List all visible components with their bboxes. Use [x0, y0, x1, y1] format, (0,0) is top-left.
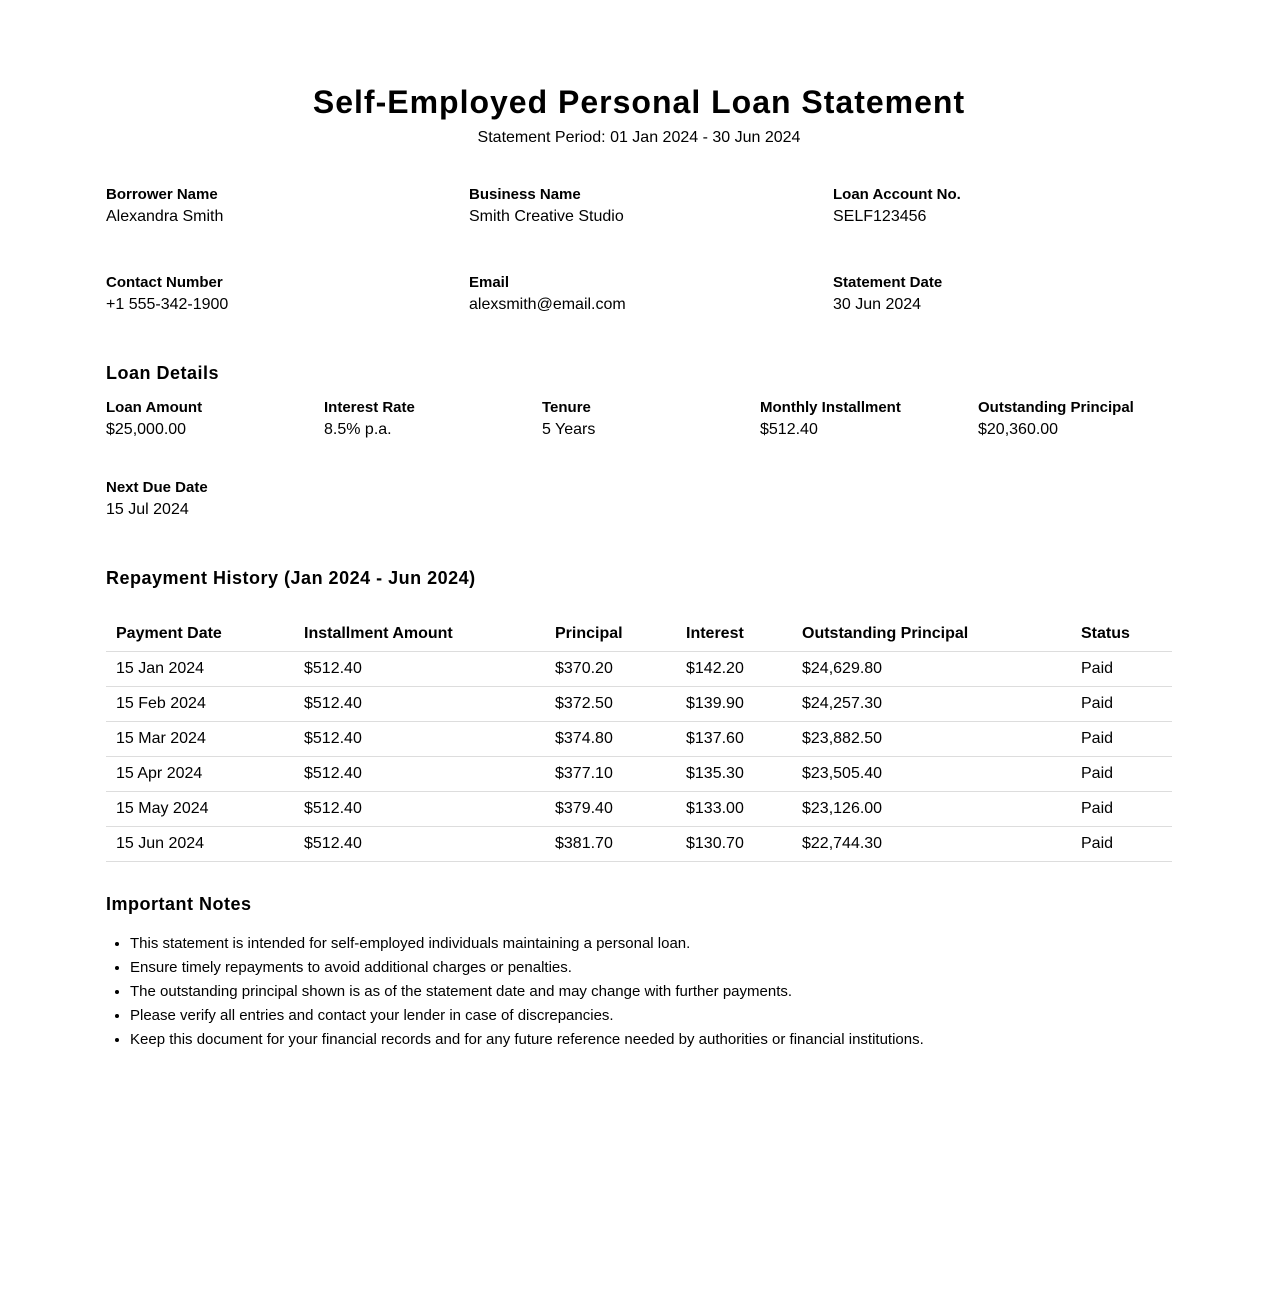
table-row	[106, 827, 1172, 862]
installment-amount-cell: $512.40	[294, 792, 545, 827]
field-label: Email	[469, 274, 510, 291]
outstanding-principal-value: $20,360.00	[978, 421, 1059, 438]
repayment-history-table	[106, 616, 1172, 862]
principal-cell: $377.10	[545, 757, 676, 792]
installment-amount-cell: $512.40	[294, 652, 545, 687]
loan-account-field	[833, 186, 961, 226]
payment-date-cell: 15 Jan 2024	[106, 652, 294, 687]
email-value: alexsmith@email.com	[469, 296, 626, 313]
outstanding-principal-cell: $23,505.40	[792, 757, 1071, 792]
repayment-history-heading: Repayment History (Jan 2024 - Jun 2024)	[106, 568, 476, 588]
outstanding-principal-cell: $23,882.50	[792, 722, 1071, 757]
payment-date-cell: 15 Mar 2024	[106, 722, 294, 757]
page-title: Self-Employed Personal Loan Statement	[312, 84, 966, 120]
payment-date-cell: 15 Feb 2024	[106, 687, 294, 722]
list-item: • This statement is intended for self-employed individuals maintaining a personal loan.	[130, 932, 924, 956]
loan-amount-field	[106, 399, 202, 439]
payment-date-cell: 15 Apr 2024	[106, 757, 294, 792]
next-due-date-value: 15 Jul 2024	[106, 501, 189, 518]
loan-account-value: SELF123456	[833, 208, 927, 225]
interest-cell: $142.20	[676, 652, 792, 687]
statement-date-field	[833, 274, 942, 314]
table-row	[106, 792, 1172, 827]
table-row	[106, 687, 1172, 722]
table-row	[106, 722, 1172, 757]
list-item: • The outstanding principal shown is as of the statement date and may change with further payments.	[130, 980, 924, 1004]
statement-date-value: 30 Jun 2024	[833, 296, 922, 313]
column-header: Principal	[545, 616, 676, 652]
principal-cell: $374.80	[545, 722, 676, 757]
business-name-field	[469, 186, 624, 226]
table-row	[106, 757, 1172, 792]
installment-amount-cell: $512.40	[294, 757, 545, 792]
interest-rate-value: 8.5% p.a.	[324, 421, 392, 438]
column-header: Status	[1071, 616, 1172, 652]
table-row	[106, 652, 1172, 687]
tenure-value: 5 Years	[542, 421, 596, 438]
interest-cell: $133.00	[676, 792, 792, 827]
monthly-installment-field	[760, 399, 901, 439]
interest-cell: $130.70	[676, 827, 792, 862]
list-item: • Ensure timely repayments to avoid additional charges or penalties.	[130, 956, 924, 980]
status-cell: Paid	[1071, 687, 1172, 722]
outstanding-principal-cell: $23,126.00	[792, 792, 1071, 827]
field-label: Loan Amount	[106, 399, 203, 416]
principal-cell: $381.70	[545, 827, 676, 862]
outstanding-principal-cell: $22,744.30	[792, 827, 1071, 862]
field-label: Outstanding Principal	[978, 399, 1134, 416]
principal-cell: $372.50	[545, 687, 676, 722]
installment-amount-cell: $512.40	[294, 687, 545, 722]
interest-cell: $137.60	[676, 722, 792, 757]
list-item: • Please verify all entries and contact your lender in case of discrepancies.	[130, 1004, 924, 1028]
borrower-name-field	[106, 186, 223, 226]
column-header: Interest	[676, 616, 792, 652]
interest-rate-field	[324, 399, 415, 439]
contact-number-field	[106, 274, 228, 314]
monthly-installment-value: $512.40	[760, 421, 818, 438]
column-header: Outstanding Principal	[792, 616, 1071, 652]
installment-amount-cell: $512.40	[294, 827, 545, 862]
contact-number-value: +1 555-342-1900	[106, 296, 229, 313]
status-cell: Paid	[1071, 827, 1172, 862]
principal-cell: $370.20	[545, 652, 676, 687]
payment-date-cell: 15 Jun 2024	[106, 827, 294, 862]
email-field	[469, 274, 626, 314]
notes-list	[106, 932, 924, 1052]
field-label: Tenure	[542, 399, 591, 416]
column-header: Installment Amount	[294, 616, 545, 652]
interest-cell: $135.30	[676, 757, 792, 792]
column-header: Payment Date	[106, 616, 294, 652]
loan-details-heading: Loan Details	[106, 363, 220, 383]
outstanding-principal-cell: $24,257.30	[792, 687, 1071, 722]
statement-period: Statement Period: 01 Jan 2024 - 30 Jun 2024	[477, 129, 801, 146]
field-label: Statement Date	[833, 274, 943, 291]
status-cell: Paid	[1071, 722, 1172, 757]
important-notes-heading: Important Notes	[106, 894, 252, 914]
list-item: • Keep this document for your financial records and for any future reference needed by authorities or financial institutions.	[130, 1028, 924, 1052]
field-label: Monthly Installment	[760, 399, 901, 416]
payment-date-cell: 15 May 2024	[106, 792, 294, 827]
field-label: Loan Account No.	[833, 186, 961, 203]
status-cell: Paid	[1071, 652, 1172, 687]
field-label: Next Due Date	[106, 479, 208, 496]
installment-amount-cell: $512.40	[294, 722, 545, 757]
principal-cell: $379.40	[545, 792, 676, 827]
next-due-date-field	[106, 479, 208, 519]
borrower-name-value: Alexandra Smith	[106, 208, 224, 225]
field-label: Interest Rate	[324, 399, 415, 416]
business-name-value: Smith Creative Studio	[469, 208, 624, 225]
field-label: Borrower Name	[106, 186, 218, 203]
field-label: Contact Number	[106, 274, 223, 291]
tenure-field	[542, 399, 595, 439]
table-header-row	[106, 616, 1172, 652]
outstanding-principal-field	[978, 399, 1134, 439]
loan-amount-value: $25,000.00	[106, 421, 187, 438]
outstanding-principal-cell: $24,629.80	[792, 652, 1071, 687]
status-cell: Paid	[1071, 792, 1172, 827]
field-label: Business Name	[469, 186, 581, 203]
status-cell: Paid	[1071, 757, 1172, 792]
interest-cell: $139.90	[676, 687, 792, 722]
